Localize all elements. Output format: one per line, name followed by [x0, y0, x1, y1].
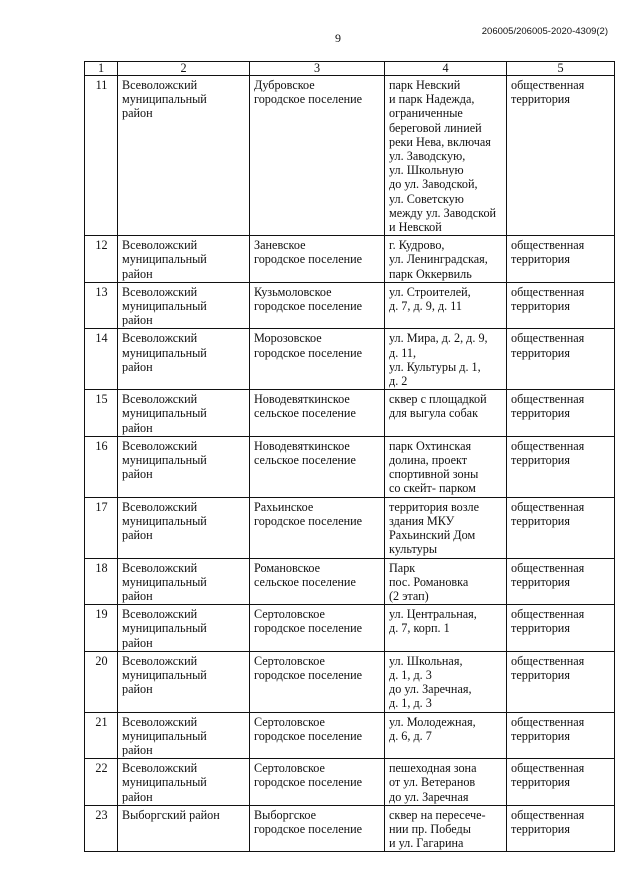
- location-cell-line: д. 11,: [389, 345, 417, 360]
- district-cell: [118, 76, 250, 236]
- territory-type-cell: [507, 651, 615, 712]
- district-cell-line: район: [122, 420, 153, 435]
- district-cell-line: муниципальный: [122, 621, 207, 636]
- territories-table: [84, 61, 615, 852]
- district-cell-line: муниципальный: [122, 92, 207, 107]
- territory-type-cell: [507, 329, 615, 390]
- row-number: 14: [85, 329, 118, 390]
- district-cell-line: район: [122, 528, 153, 543]
- settlement-cell: [250, 805, 385, 852]
- district-cell: [118, 605, 250, 652]
- district-cell-line: Всеволожский: [122, 714, 198, 729]
- district-cell-line: муниципальный: [122, 252, 207, 267]
- location-cell-line: нии пр. Победы: [389, 821, 471, 836]
- district-cell-line: Выборгский район: [122, 807, 220, 822]
- location-cell-line: долина, проект: [389, 453, 468, 468]
- district-cell-line: Всеволожский: [122, 284, 198, 299]
- location-cell: [385, 282, 507, 329]
- location-cell-line: ул. Ленинградская,: [389, 252, 488, 267]
- district-cell-line: Всеволожский: [122, 653, 198, 668]
- location-cell: [385, 497, 507, 558]
- location-cell-line: и ул. Гагарина: [389, 836, 464, 851]
- location-cell-line: ограниченные: [389, 106, 463, 121]
- settlement-cell-line: Рахьинское: [254, 499, 314, 514]
- location-cell-line: от ул. Ветеранов: [389, 775, 476, 790]
- settlement-cell: [250, 390, 385, 437]
- district-cell: [118, 282, 250, 329]
- row-number: 22: [85, 759, 118, 806]
- territory-type-cell: [507, 712, 615, 759]
- table-row: [85, 236, 615, 283]
- location-cell-line: до ул. Заречная: [389, 789, 469, 804]
- settlement-cell-line: Выборгское: [254, 807, 317, 822]
- district-cell-line: район: [122, 467, 153, 482]
- location-cell-line: для выгула собак: [389, 406, 479, 421]
- settlement-cell-line: Сертоловское: [254, 761, 325, 776]
- location-cell-line: ул. Культуры д. 1,: [389, 359, 481, 374]
- settlement-cell-line: Новодевяткинское: [254, 392, 350, 407]
- settlement-cell-line: городское поселение: [254, 821, 363, 836]
- settlement-cell: [250, 436, 385, 497]
- district-cell: [118, 236, 250, 283]
- table-row: [85, 436, 615, 497]
- table-row: [85, 651, 615, 712]
- location-cell-line: со скейт- парком: [389, 481, 476, 496]
- settlement-cell-line: городское поселение: [254, 92, 363, 107]
- document-id: 206005/206005-2020-4309(2): [481, 26, 608, 37]
- settlement-cell-line: Новодевяткинское: [254, 438, 350, 453]
- location-cell: [385, 436, 507, 497]
- row-number: 20: [85, 651, 118, 712]
- settlement-cell-line: городское поселение: [254, 299, 363, 314]
- location-cell-line: д. 1, д. 3: [389, 696, 432, 711]
- district-cell: [118, 390, 250, 437]
- district-cell: [118, 651, 250, 712]
- location-cell: [385, 759, 507, 806]
- district-cell-line: муниципальный: [122, 513, 207, 528]
- location-cell-line: до ул. Заречная,: [389, 682, 472, 697]
- settlement-cell: [250, 605, 385, 652]
- territory-type-cell-line: территория: [511, 299, 570, 314]
- district-cell-line: район: [122, 266, 153, 281]
- territory-type-cell: [507, 605, 615, 652]
- territory-type-cell: [507, 497, 615, 558]
- district-cell-line: Всеволожский: [122, 761, 198, 776]
- district-cell-line: Всеволожский: [122, 331, 198, 346]
- location-cell-line: сквер с площадкой: [389, 392, 487, 407]
- table-row: [85, 282, 615, 329]
- table-header: [85, 62, 615, 76]
- territory-type-cell-line: общественная: [511, 761, 585, 776]
- table-row: [85, 76, 615, 236]
- location-cell: [385, 605, 507, 652]
- table-body: [85, 76, 615, 852]
- territory-type-cell-line: территория: [511, 252, 570, 267]
- territory-type-cell-line: общественная: [511, 807, 585, 822]
- territory-type-cell-line: общественная: [511, 438, 585, 453]
- district-cell: [118, 712, 250, 759]
- location-cell-line: ул. Советскую: [389, 191, 464, 206]
- settlement-cell-line: городское поселение: [254, 775, 363, 790]
- territory-type-cell: [507, 282, 615, 329]
- location-cell-line: пешеходная зона: [389, 761, 477, 776]
- row-number: 15: [85, 390, 118, 437]
- table-row: [85, 605, 615, 652]
- territory-type-cell-line: территория: [511, 406, 570, 421]
- territory-type-cell-line: общественная: [511, 607, 585, 622]
- settlement-cell: [250, 236, 385, 283]
- district-cell: [118, 497, 250, 558]
- location-cell-line: д. 6, д. 7: [389, 728, 432, 743]
- settlement-cell-line: Сертоловское: [254, 607, 325, 622]
- location-cell-line: ул. Школьная,: [389, 653, 463, 668]
- row-number: 12: [85, 236, 118, 283]
- district-cell-line: район: [122, 789, 153, 804]
- location-cell-line: реки Нева, включая: [389, 134, 491, 149]
- location-cell-line: д. 2: [389, 374, 408, 389]
- row-number: 11: [85, 76, 118, 236]
- district-cell: [118, 558, 250, 605]
- row-number: 18: [85, 558, 118, 605]
- district-cell-line: муниципальный: [122, 406, 207, 421]
- location-cell-line: парк Оккервиль: [389, 266, 472, 281]
- territory-type-cell-line: общественная: [511, 392, 585, 407]
- territory-type-cell: [507, 76, 615, 236]
- location-cell-line: и парк Надежда,: [389, 92, 475, 107]
- territory-type-cell-line: территория: [511, 667, 570, 682]
- table-row: [85, 805, 615, 852]
- row-number: 13: [85, 282, 118, 329]
- settlement-cell-line: Морозовское: [254, 331, 322, 346]
- district-cell-line: Всеволожский: [122, 78, 198, 92]
- district-cell: [118, 436, 250, 497]
- column-header-3: 3: [250, 62, 385, 76]
- location-cell-line: парк Охтинская: [389, 438, 472, 453]
- district-cell-line: Всеволожский: [122, 438, 198, 453]
- settlement-cell-line: сельское поселение: [254, 453, 356, 468]
- location-cell-line: до ул. Заводской,: [389, 177, 478, 192]
- column-numbers-row: [85, 62, 615, 76]
- location-cell-line: парк Невский: [389, 78, 461, 92]
- location-cell: [385, 558, 507, 605]
- table-row: [85, 329, 615, 390]
- territory-type-cell-line: территория: [511, 621, 570, 636]
- district-cell-line: муниципальный: [122, 775, 207, 790]
- district-cell-line: район: [122, 106, 153, 121]
- territory-type-cell: [507, 390, 615, 437]
- settlement-cell-line: городское поселение: [254, 252, 363, 267]
- territory-type-cell-line: территория: [511, 728, 570, 743]
- settlement-cell-line: Романовское: [254, 560, 321, 575]
- settlement-cell: [250, 329, 385, 390]
- district-cell-line: муниципальный: [122, 345, 207, 360]
- table-row: [85, 497, 615, 558]
- district-cell: [118, 759, 250, 806]
- territory-type-cell: [507, 436, 615, 497]
- location-cell: [385, 805, 507, 852]
- location-cell-line: Рахьинский Дом: [389, 528, 476, 543]
- location-cell-line: территория возле: [389, 499, 480, 514]
- territory-type-cell-line: общественная: [511, 331, 585, 346]
- territory-type-cell-line: общественная: [511, 78, 585, 92]
- district-cell: [118, 805, 250, 852]
- page-number: 9: [335, 31, 341, 45]
- district-cell-line: муниципальный: [122, 574, 207, 589]
- district-cell-line: район: [122, 682, 153, 697]
- settlement-cell-line: Заневское: [254, 238, 306, 253]
- column-header-4: 4: [385, 62, 507, 76]
- settlement-cell: [250, 76, 385, 236]
- location-cell-line: спортивной зоны: [389, 467, 479, 482]
- location-cell-line: д. 7, д. 9, д. 11: [389, 299, 462, 314]
- district-cell-line: Всеволожский: [122, 238, 198, 253]
- settlement-cell-line: сельское поселение: [254, 574, 356, 589]
- territory-type-cell-line: территория: [511, 775, 570, 790]
- row-number: 21: [85, 712, 118, 759]
- location-cell-line: д. 1, д. 3: [389, 667, 432, 682]
- territory-type-cell-line: территория: [511, 92, 570, 107]
- table-row: [85, 558, 615, 605]
- settlement-cell: [250, 651, 385, 712]
- row-number: 19: [85, 605, 118, 652]
- territory-type-cell-line: территория: [511, 453, 570, 468]
- district-cell-line: район: [122, 359, 153, 374]
- settlement-cell: [250, 558, 385, 605]
- territory-type-cell-line: общественная: [511, 284, 585, 299]
- district-cell-line: район: [122, 742, 153, 757]
- settlement-cell: [250, 712, 385, 759]
- location-cell-line: д. 7, корп. 1: [389, 621, 450, 636]
- row-number: 16: [85, 436, 118, 497]
- district-cell-line: муниципальный: [122, 453, 207, 468]
- location-cell-line: ул. Молодежная,: [389, 714, 476, 729]
- location-cell-line: культуры: [389, 542, 438, 557]
- location-cell-line: сквер на пересече-: [389, 807, 486, 822]
- table-row: [85, 390, 615, 437]
- row-number: 23: [85, 805, 118, 852]
- settlement-cell: [250, 497, 385, 558]
- settlement-cell-line: городское поселение: [254, 513, 363, 528]
- district-cell-line: Всеволожский: [122, 560, 198, 575]
- territory-type-cell-line: территория: [511, 345, 570, 360]
- territory-type-cell-line: общественная: [511, 238, 585, 253]
- location-cell-line: ул. Заводскую,: [389, 149, 466, 164]
- location-cell-line: и Невской: [389, 220, 442, 235]
- settlement-cell: [250, 282, 385, 329]
- territory-type-cell-line: территория: [511, 513, 570, 528]
- territory-type-cell-line: территория: [511, 574, 570, 589]
- territory-type-cell-line: общественная: [511, 499, 585, 514]
- settlement-cell-line: городское поселение: [254, 728, 363, 743]
- territory-type-cell-line: общественная: [511, 560, 585, 575]
- territory-type-cell: [507, 805, 615, 852]
- location-cell: [385, 236, 507, 283]
- settlement-cell-line: городское поселение: [254, 621, 363, 636]
- location-cell-line: между ул. Заводской: [389, 205, 497, 220]
- location-cell-line: ул. Мира, д. 2, д. 9,: [389, 331, 488, 346]
- location-cell: [385, 76, 507, 236]
- territory-type-cell-line: общественная: [511, 653, 585, 668]
- location-cell: [385, 651, 507, 712]
- district-cell-line: муниципальный: [122, 728, 207, 743]
- row-number: 17: [85, 497, 118, 558]
- table-row: [85, 712, 615, 759]
- column-header-2: 2: [118, 62, 250, 76]
- location-cell: [385, 390, 507, 437]
- settlement-cell: [250, 759, 385, 806]
- settlement-cell-line: сельское поселение: [254, 406, 356, 421]
- location-cell: [385, 712, 507, 759]
- settlement-cell-line: Кузьмоловское: [254, 284, 332, 299]
- table-row: [85, 759, 615, 806]
- location-cell-line: ул. Строителей,: [389, 284, 471, 299]
- territory-type-cell-line: общественная: [511, 714, 585, 729]
- settlement-cell-line: городское поселение: [254, 667, 363, 682]
- settlement-cell-line: Сертоловское: [254, 653, 325, 668]
- location-cell-line: ул. Центральная,: [389, 607, 477, 622]
- district-cell-line: муниципальный: [122, 299, 207, 314]
- territory-type-cell: [507, 558, 615, 605]
- location-cell-line: Парк: [389, 560, 416, 575]
- district-cell-line: Всеволожский: [122, 607, 198, 622]
- district-cell: [118, 329, 250, 390]
- location-cell-line: ул. Школьную: [389, 163, 464, 178]
- territory-type-cell: [507, 759, 615, 806]
- district-cell-line: Всеволожский: [122, 392, 198, 407]
- settlement-cell-line: Дубровское: [254, 78, 315, 92]
- location-cell-line: г. Кудрово,: [389, 238, 445, 253]
- district-cell-line: муниципальный: [122, 667, 207, 682]
- district-cell-line: Всеволожский: [122, 499, 198, 514]
- settlement-cell-line: Сертоловское: [254, 714, 325, 729]
- column-header-5: 5: [507, 62, 615, 76]
- location-cell-line: (2 этап): [389, 588, 429, 603]
- location-cell-line: пос. Романовка: [389, 574, 469, 589]
- territory-type-cell-line: территория: [511, 821, 570, 836]
- column-header-1: 1: [85, 62, 118, 76]
- location-cell: [385, 329, 507, 390]
- district-cell-line: район: [122, 635, 153, 650]
- territory-type-cell: [507, 236, 615, 283]
- district-cell-line: район: [122, 313, 153, 328]
- district-cell-line: район: [122, 588, 153, 603]
- location-cell-line: береговой линией: [389, 120, 482, 135]
- settlement-cell-line: городское поселение: [254, 345, 363, 360]
- location-cell-line: здания МКУ: [389, 513, 455, 528]
